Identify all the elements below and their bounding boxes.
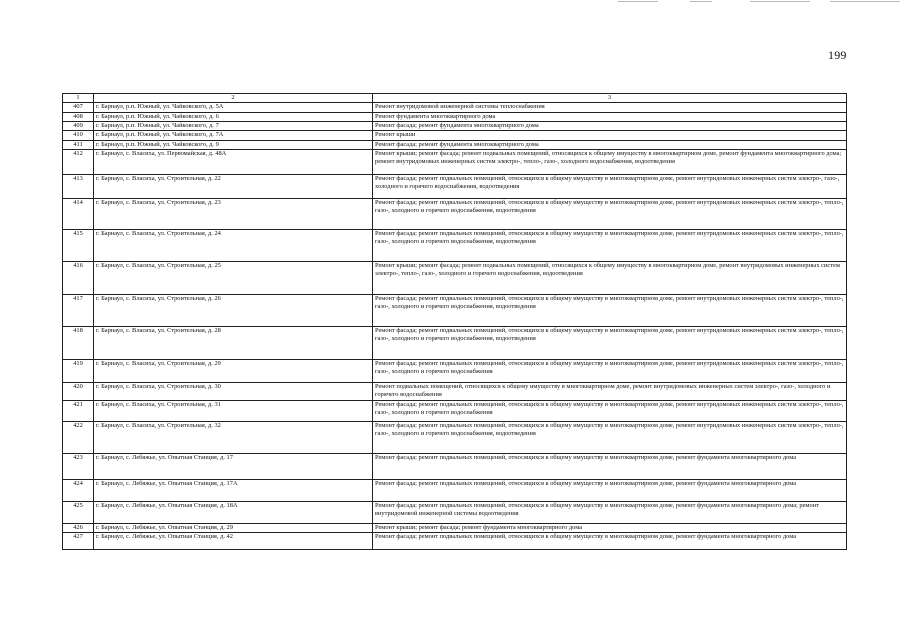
row-works: Ремонт фундамента многоквартирного дома [373, 112, 847, 121]
row-number: 426 [63, 523, 94, 532]
column-header-number: 1 [63, 94, 94, 103]
row-address: г. Барнаул, с. Власиха, ул. Строительная, д. 29 [94, 359, 373, 382]
table-row [63, 121, 847, 130]
row-number: 419 [63, 359, 94, 382]
row-address: г. Барнаул, с. Лебяжье, ул. Опытная Станция, д. 17А [94, 479, 373, 501]
row-number: 423 [63, 453, 94, 479]
row-number: 413 [63, 174, 94, 198]
table-row [63, 400, 847, 421]
row-number: 421 [63, 400, 94, 421]
table-row [63, 198, 847, 229]
row-address: г. Барнаул, с. Власиха, ул. Первомайская, д. 48А [94, 149, 373, 174]
table-row [63, 131, 847, 140]
row-number: 417 [63, 294, 94, 326]
table-row [63, 103, 847, 112]
row-address: г. Барнаул, с. Лебяжье, ул. Опытная Станция, д. 17 [94, 453, 373, 479]
row-works: Ремонт фасада; ремонт подвальных помещений, относящихся к общему имуществу в многоквартирном доме, ремонт внутридомовых инженерных систем электро-, тепло-, газо-, холодного и горячего водоснабжения, водоотведения [373, 326, 847, 359]
row-address: г. Барнаул, с. Власиха, ул. Строительная, д. 32 [94, 421, 373, 453]
row-number: 416 [63, 261, 94, 294]
row-number: 414 [63, 198, 94, 229]
row-address: г. Барнаул, р.п. Южный, ул. Чайковского, д. 6 [94, 112, 373, 121]
table-header-row [63, 94, 847, 103]
table-row [63, 382, 847, 400]
row-address: г. Барнаул, р.п. Южный, ул. Чайковского, д. 5А [94, 103, 373, 112]
row-address: г. Барнаул, с. Власиха, ул. Строительная, д. 24 [94, 229, 373, 261]
row-address: г. Барнаул, с. Власиха, ул. Строительная, д. 28 [94, 326, 373, 359]
row-address: г. Барнаул, с. Власиха, ул. Строительная, д. 23 [94, 198, 373, 229]
table-row [63, 453, 847, 479]
row-works: Ремонт фасада; ремонт подвальных помещений, относящихся к общему имуществу в многоквартирном доме, ремонт внутридомовых инженерных систем электро-, тепло-, газо-, холодного и горячего водоснабжения, водоотведения [373, 229, 847, 261]
row-address: г. Барнаул, с. Лебяжье, ул. Опытная Станция, д. 18А [94, 501, 373, 523]
row-works: Ремонт фасада; ремонт подвальных помещений, относящихся к общему имуществу в многоквартирном доме, ремонт фундамента многоквартирного дома [373, 479, 847, 501]
row-number: 424 [63, 479, 94, 501]
row-address: г. Барнаул, р.п. Южный, ул. Чайковского, д. 7А [94, 131, 373, 140]
row-works: Ремонт фасада; ремонт подвальных помещений, относящихся к общему имуществу в многоквартирном доме, ремонт фундамента многоквартирного дома [373, 453, 847, 479]
table-row [63, 326, 847, 359]
scan-artifact-lines [600, 0, 905, 8]
row-number: 410 [63, 131, 94, 140]
row-address: г. Барнаул, с. Лебяжье, ул. Опытная Станция, д. 42 [94, 532, 373, 549]
table-row [63, 229, 847, 261]
row-works: Ремонт фасада; ремонт подвальных помещений, относящихся к общему имуществу в многоквартирном доме, ремонт фундамента многоквартирного дома; ремонт внутридомовой инженерной системы водоотведения [373, 501, 847, 523]
row-works: Ремонт фасада; ремонт подвальных помещений, относящихся к общему имуществу в многоквартирном доме, ремонт внутридомовых инженерных систем электро-, тепло-, газо-, холодного и горячего водоснабжения [373, 400, 847, 421]
table-row [63, 479, 847, 501]
row-works: Ремонт крыши; ремонт фасада; ремонт подвальных помещений, относящихся к общему имуществу в многоквартирном доме, ремонт внутридомовых инженерных систем электро-, тепло-, газо-, холодного и горячего водоснабжения, водоотведения [373, 261, 847, 294]
row-address: г. Барнаул, с. Власиха, ул. Строительная, д. 30 [94, 382, 373, 400]
row-number: 408 [63, 112, 94, 121]
page-number: 199 [828, 48, 847, 62]
row-works: Ремонт фасада; ремонт подвальных помещений, относящихся к общему имуществу в многоквартирном доме, ремонт внутридомовых инженерных систем электро-, тепло-, газо-, холодного и горячего водоснабжения, водоотведения [373, 421, 847, 453]
row-works: Ремонт крыши; ремонт фасада; ремонт фундамента многоквартирного дома [373, 523, 847, 532]
row-number: 425 [63, 501, 94, 523]
row-address: г. Барнаул, с. Лебяжье, ул. Опытная Станция, д. 29 [94, 523, 373, 532]
row-works: Ремонт фасада; ремонт подвальных помещений, относящихся к общему имуществу в многоквартирном доме, ремонт внутридомовых инженерных систем электро-, тепло-, газо-, холодного и горячего водоснабжения, водоотведения [373, 198, 847, 229]
table-row [63, 359, 847, 382]
table-row [63, 149, 847, 174]
table-row [63, 421, 847, 453]
row-works: Ремонт фасада; ремонт подвальных помещений, относящихся к общему имуществу в многоквартирном доме, ремонт фундамента многоквартирного дома [373, 532, 847, 549]
row-number: 411 [63, 140, 94, 149]
row-works: Ремонт крыши; ремонт фасада; ремонт подвальных помещений, относящихся к общему имуществу в многоквартирном доме, ремонт фундамента многоквартирного дома; ремонт внутридомовых инженерных систем электро-, тепло-, газо-, холодного водоснабжения, водоотведения [373, 149, 847, 174]
row-works: Ремонт фасада; ремонт подвальных помещений, относящихся к общему имуществу в многоквартирном доме, ремонт внутридомовых инженерных систем электро-, тепло-, газо-, холодного и горячего водоснабжения, водоотведения [373, 294, 847, 326]
table-row [63, 140, 847, 149]
row-number: 409 [63, 121, 94, 130]
column-header-address: 2 [94, 94, 373, 103]
table-row [63, 112, 847, 121]
table-row [63, 501, 847, 523]
row-address: г. Барнаул, р.п. Южный, ул. Чайковского, д. 7 [94, 121, 373, 130]
column-header-works: 3 [373, 94, 847, 103]
row-works: Ремонт подвальных помещений, относящихся к общему имуществу в многоквартирном доме, ремонт внутридомовых инженерных систем электро-, газо-, холодного и горячего водоснабжения [373, 382, 847, 400]
row-number: 412 [63, 149, 94, 174]
row-works: Ремонт фасада; ремонт подвальных помещений, относящихся к общему имуществу в многоквартирном доме, ремонт внутридомовых инженерных систем электро-, газо-, холодного и горячего водоснабжения, водоотведения [373, 174, 847, 198]
row-number: 415 [63, 229, 94, 261]
row-works: Ремонт внутридомовой инженерной системы теплоснабжения [373, 103, 847, 112]
row-address: г. Барнаул, с. Власиха, ул. Строительная, д. 22 [94, 174, 373, 198]
row-number: 422 [63, 421, 94, 453]
table-row [63, 532, 847, 549]
row-works: Ремонт фасада; ремонт фундамента многоквартирного дома [373, 140, 847, 149]
row-address: г. Барнаул, с. Власиха, ул. Строительная, д. 31 [94, 400, 373, 421]
repair-works-table [62, 93, 847, 550]
row-works: Ремонт фасада; ремонт фундамента многоквартирного дома [373, 121, 847, 130]
row-number: 407 [63, 103, 94, 112]
row-address: г. Барнаул, р.п. Южный, ул. Чайковского, д. 9 [94, 140, 373, 149]
row-works: Ремонт фасада; ремонт подвальных помещений, относящихся к общему имуществу в многоквартирном доме, ремонт внутридомовых инженерных систем электро-, тепло-, газо-, холодного и горячего водоснабжения [373, 359, 847, 382]
row-number: 418 [63, 326, 94, 359]
row-address: г. Барнаул, с. Власиха, ул. Строительная, д. 26 [94, 294, 373, 326]
row-address: г. Барнаул, с. Власиха, ул. Строительная, д. 25 [94, 261, 373, 294]
row-works: Ремонт крыши [373, 131, 847, 140]
row-number: 420 [63, 382, 94, 400]
table-row [63, 261, 847, 294]
table-row [63, 523, 847, 532]
table-row [63, 174, 847, 198]
table-row [63, 294, 847, 326]
row-number: 427 [63, 532, 94, 549]
